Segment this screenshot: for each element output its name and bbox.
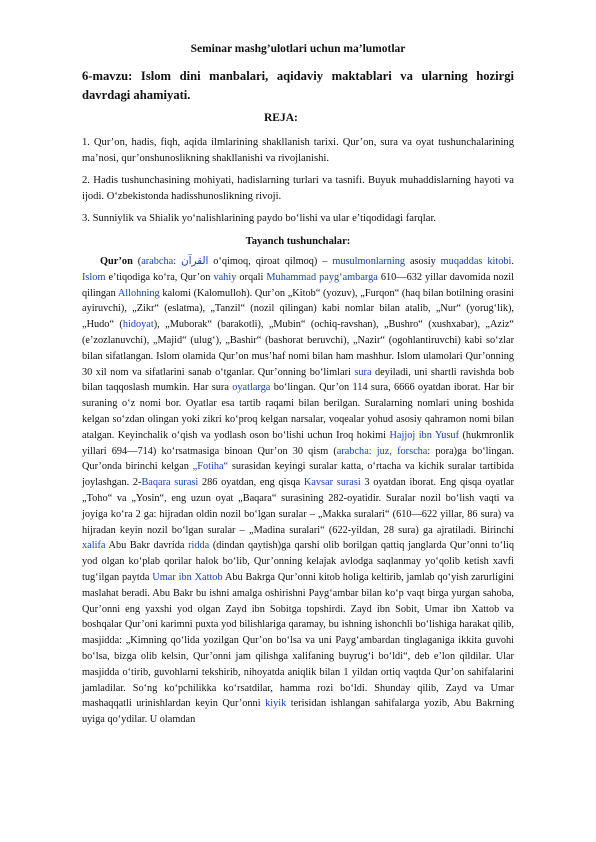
text-run: orqali <box>236 271 267 283</box>
link-musulmonlarning[interactable]: musulmonlarning <box>332 256 406 267</box>
link-hidoyat[interactable]: hidoyat <box>122 319 154 331</box>
link-xalifa[interactable]: xalifa <box>82 540 106 552</box>
text-run: ), „Muborak“ (barakotli), „Mubin“ (ochiq-ravshan), „Bushro“ (xushxabar), „Aziz“ (e’zozlanuvchi), „Majid“ (ulug‘), „Bashir“ (bashorat beruvchi), „Nazir“ (ogohlantiruvchi) kabi so‘zlar bilan sifatlangan. Islom olamida Qur’on mus’haf nomi bilan ham mashhur. Islom ulamolari Qur’onning 30 xil nom va sifatlarini sanab o‘tganlar. Qur’onning bo‘limlari <box>82 319 514 378</box>
text-run: (hukmronlik yillari 694—714) ko‘rsatmasiga binoan Qur’on 30 qism ( <box>82 429 514 457</box>
text-run: : pora)ga bo‘lingan. Qur’onda birinchi kelgan <box>82 445 514 473</box>
keywords-heading: Tayanch tushunchalar: <box>245 236 351 247</box>
text-run: ( <box>132 256 142 267</box>
plan-item-2: 2. Hadis tushunchasining mohiyati, hadislarning turlari va tasnifi. Buyuk muhaddislarning hayoti va ijodi. O‘zbekistonda hadisshunoslikning rivoji. <box>82 175 514 202</box>
text-run: (dindan qaytish)ga qarshi olib borilgan qattiq janglarda Qur’onni to‘liq yod olgan ko‘plab qorilar halok bo‘lib, Qur’onning kelajak avlodga saqlanmay yo‘qolib ketish xavfi tug‘ilgan paytda <box>82 540 514 583</box>
text-run: e’tiqodiga ko‘ra, Qur’on <box>105 271 214 283</box>
text-run: : <box>173 256 182 267</box>
link-kavsar-surasi[interactable]: Kavsar surasi <box>303 477 361 489</box>
link-arabcha-2[interactable]: arabcha <box>336 445 369 457</box>
plan-heading: REJA: <box>264 112 298 124</box>
link-hajjoj-ibn-yusuf[interactable]: Hajjoj ibn Yusuf <box>389 429 459 441</box>
topic-heading: 6-mavzu: Islom dini manbalari, aqidaviy maktablari va ularning hozirgi davrdagi ahamiyati. <box>82 69 514 102</box>
term-quron: Qur’on <box>100 256 133 267</box>
text-run: : <box>368 445 377 457</box>
text-run: . <box>511 256 514 267</box>
link-juz[interactable]: juz <box>376 445 390 457</box>
text-run: Abu Bakrga Qur’onni kitob holiga keltirib, jamlab qo‘yish zarurligini maslahat beradi. Abu Bakr bu ishni amalga oshirishni Payg‘ambar bilan ko‘p vaqt birga yurgan sahoba, Qur’onni eng yaxshi yod olgan Zayd ibn Sobitga topshirdi. Zayd ibn Sobit, Umar ibn Xattob va boshqalar Qur’oni karimni puxta yod bilishlariga qaramay, bu ishning ishonchli bo‘lishiga harakat qilib, masjidda: „Kimning qo‘lida yozilgan Qur’on bo‘lsa va uni Payg‘ambardan tinglaganiga ikkita guvohi bo‘lsa, bizga olib kelsin, Qur’onni jam qilishga xalifaning buyrug‘i bo‘ldi“, deb e’lon qildilar. Ular masjidda o‘tirib, guvohlarni tekshirib, nihoyatda aniqlik bilan 1 yildan ortiq vaqtda Qur’on sahifalarini jamladilar. So‘ng ko‘pchilikka ko‘rsatdilar, hamma rozi bo‘ldi. Shunday qilib, Zayd va Umar mashaqqatli urinishlardan keyin Qur’onni <box>82 571 514 710</box>
link-sura[interactable]: sura <box>354 366 372 378</box>
text-run: 3 oyatdan iborat. Eng qisqa oyatlar „Toho“ va „Yosin“, eng uzun oyat „Baqara“ surasining 282-oyatidir. Suralar nozil bo‘lish vaqti va joyiga ko‘ra 2 ga: hijradan oldin nozil bo‘lgan suralar – „Makka suralari“ (610—622 yillar, 86 sura) va hijradan keyin nozil bo‘lgan suralar – „Madina suralari“ (622-yildan, 28 sura) ga ajratiladi. Birinchi <box>82 477 514 536</box>
link-ridda[interactable]: ridda <box>188 540 210 552</box>
text-run: deyiladi, uni shartli ravishda bob bilan taqqoslash mumkin. Har sura <box>82 366 514 394</box>
link-kiyik[interactable]: kiyik <box>265 698 287 710</box>
document-page <box>82 42 514 728</box>
link-umar-ibn-xattob[interactable]: Umar ibn Xattob <box>152 571 223 583</box>
link-allohning[interactable]: Allohning <box>117 287 160 299</box>
link-muhammad-paygambar[interactable]: Muhammad payg‘ambarga <box>266 271 378 283</box>
document-title: Seminar mashg’ulotlari uchun ma’lumotlar <box>190 43 406 55</box>
arabic-quran-word: القرآن <box>181 256 209 267</box>
text-run: terisidan ishlangan sahifalarga yozib, Abu Bakrning uyiga qo‘ydilar. U olamdan <box>82 698 515 726</box>
plan-item-1: 1. Qur’on, hadis, fiqh, aqida ilmlarining shakllanish tarixi. Qur’on, sura va oyat tushunchalarining ma’nosi, qur’onshunoslikning shakllanishi va rivojlanishi. <box>82 137 514 164</box>
text-run: asosiy <box>405 256 441 267</box>
text-run: surasidan keyingi suralar katta, o‘rtacha va kichik suralar tartibida joylashgan. 2- <box>82 461 514 489</box>
text-run: o‘qimoq, qiroat qilmoq) – <box>208 256 333 267</box>
text-run: kalomi (Kalomulloh). Qur’on „Kitob“ (yozuv), „Furqon“ (haq bilan botilning orasini ayiruvchi), „Zikr“ (eslatma), „Tanzil“ (nozil qilingan) kabi nomlar bilan atalib, „Nur“ (yorug‘lik), „Hudo“ ( <box>82 287 514 331</box>
text-run: Abu Bakr davrida <box>105 540 189 552</box>
link-baqara-surasi[interactable]: Baqara surasi <box>141 477 199 489</box>
link-vahiy[interactable]: vahiy <box>213 271 237 283</box>
body-paragraph <box>82 254 514 728</box>
link-fotiha[interactable]: „Fotiha“ <box>192 461 229 473</box>
link-forscha[interactable]: forscha <box>397 445 428 457</box>
link-islom[interactable]: Islom <box>82 271 106 283</box>
link-oyatlarga[interactable]: oyatlarga <box>232 382 271 394</box>
text-run: bo‘lingan. Qur’on 114 sura, 6666 oyatdan iborat. Har bir suraning o‘z nomi bor. Oyatlar esa tartib raqami bilan berilgan. Suralarning nomlari uning boshida kelgan so‘zdan olingan yoki zikri ko‘proq kelgan narsalar, voqealar yohud asosiy qahramon nomi bilan atalgan. Keyinchalik o‘qish va yodlash oson bo‘lishi uchun Iroq hokimi <box>82 382 514 441</box>
link-muqaddas-kitobi[interactable]: muqaddas kitobi <box>440 256 512 267</box>
plan-item-3: 3. Sunniylik va Shialik yo‘nalishlarining paydo bo‘lishi va ular e’tiqodidagi farqlar. <box>82 213 437 224</box>
text-run: , <box>389 445 398 457</box>
link-arabcha[interactable]: arabcha <box>141 256 174 267</box>
text-run: 610—632 yillar davomida nozil qilingan <box>82 271 514 299</box>
text-run: 286 oyatdan, eng qisqa <box>198 477 304 489</box>
